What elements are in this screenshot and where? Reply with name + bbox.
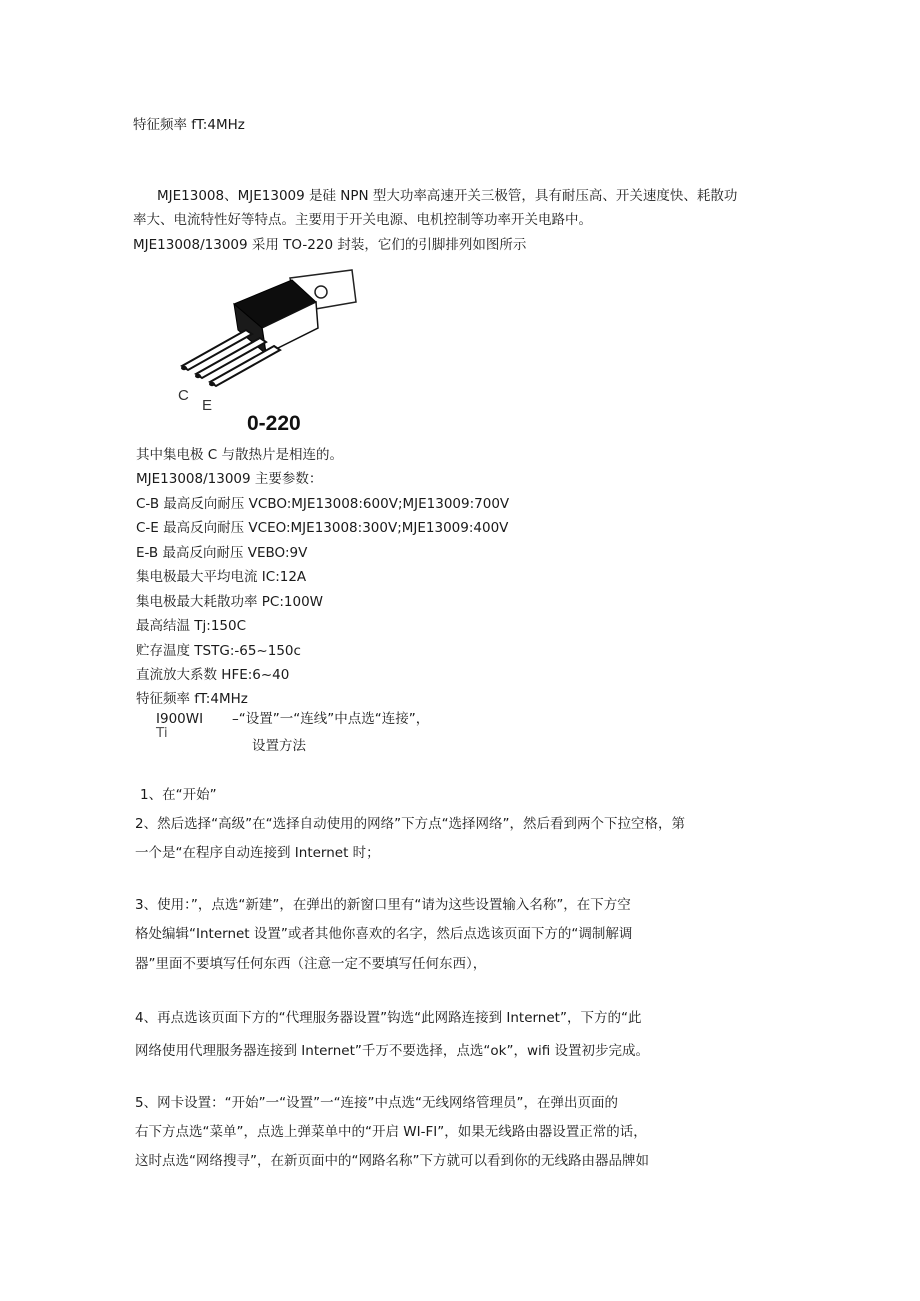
garbled-right: –“设置”一“连线”中点选“连接”， (232, 711, 430, 727)
param-item: 特征频率 fT:4MHz (136, 691, 248, 707)
step-5-line-1: 5、网卡设置：“开始”一“设置”一“连接”中点选“无线网络管理员”，在弹出页面的 (135, 1095, 619, 1111)
param-item: 最高结温 Tj:150C (136, 618, 247, 634)
mounting-hole-icon (315, 286, 327, 298)
param-item: 集电极最大耗散功率 PC:100W (136, 594, 324, 610)
intro-line-2: 率大、电流特性好等特点。主要用于开关电源、电机控制等功率开关电路中。 (133, 212, 592, 228)
garbled-overflow: Ti (156, 725, 168, 741)
param-item: C-E 最高反向耐压 VCEO:MJE13008:300V;MJE13009:400V (136, 520, 509, 536)
pin-e-label: E (202, 397, 213, 414)
lead-tip (209, 382, 215, 386)
intro-line-3: MJE13008/13009 采用 TO-220 封装，它们的引脚排列如图所示 (133, 237, 527, 253)
intro-line-1: MJE13008、MJE13009 是硅 NPN 型大功率高速开关三极管，具有耐压高、开关速度快、耗散功 (157, 188, 738, 204)
param-item: 集电极最大平均电流 IC:12A (136, 569, 307, 585)
setup-title: 设置方法 (252, 738, 306, 754)
transistor-illustration (170, 268, 370, 418)
param-item: C-B 最高反向耐压 VCBO:MJE13008:600V;MJE13009:700V (136, 496, 510, 512)
step-3-line-3: 器”里面不要填写任何东西（注意一定不要填写任何东西）， (135, 956, 487, 972)
pin-c-label: C (178, 387, 189, 404)
lead-tip (195, 374, 201, 378)
step-4-line-1: 4、再点选该页面下方的“代理服务器设置”钩选“此网路连接到 Internet”，下方的“此 (135, 1010, 642, 1026)
top-frequency-line: 特征频率 fT:4MHz (133, 117, 245, 133)
param-item: 贮存温度 TSTG:-65~150c (136, 643, 301, 659)
param-item: 直流放大系数 HFE:6~40 (136, 667, 290, 683)
params-heading: MJE13008/13009 主要参数： (136, 471, 323, 487)
step-4-line-2: 网络使用代理服务器连接到 Internet”千万不要选择，点选“ok”，wifi 设置初步完成。 (135, 1043, 650, 1059)
step-2-line-2: 一个是“在程序自动连接到 Internet 时； (135, 845, 380, 861)
to220-transistor-figure (170, 268, 370, 418)
step-3-line-1: 3、使用：”，点选“新建”，在弹出的新窗口里有“请为这些设置输入名称”，在下方空 (135, 897, 631, 913)
step-1: 1、在“开始” (140, 787, 217, 803)
package-label: 0-220 (247, 412, 301, 435)
step-2-line-1: 2、然后选择“高级”在“选择自动使用的网络”下方点“选择网络”，然后看到两个下拉空格，第 (135, 816, 686, 832)
step-5-line-3: 这时点选“网络搜寻”，在新页面中的“网路名称”下方就可以看到你的无线路由器品牌如 (135, 1153, 649, 1169)
step-5-line-2: 右下方点选“菜单”，点选上弹菜单中的“开启 WI-FI”，如果无线路由器设置正常的话， (135, 1124, 647, 1140)
step-3-line-2: 格处编辑“Internet 设置”或者其他你喜欢的名字，然后点选该页面下方的“调制解调 (135, 926, 633, 942)
garbled-left: I900WI (156, 711, 204, 727)
param-item: E-B 最高反向耐压 VEBO:9V (136, 545, 308, 561)
lead-tip (181, 366, 187, 370)
collector-note: 其中集电极 C 与散热片是相连的。 (136, 447, 344, 463)
